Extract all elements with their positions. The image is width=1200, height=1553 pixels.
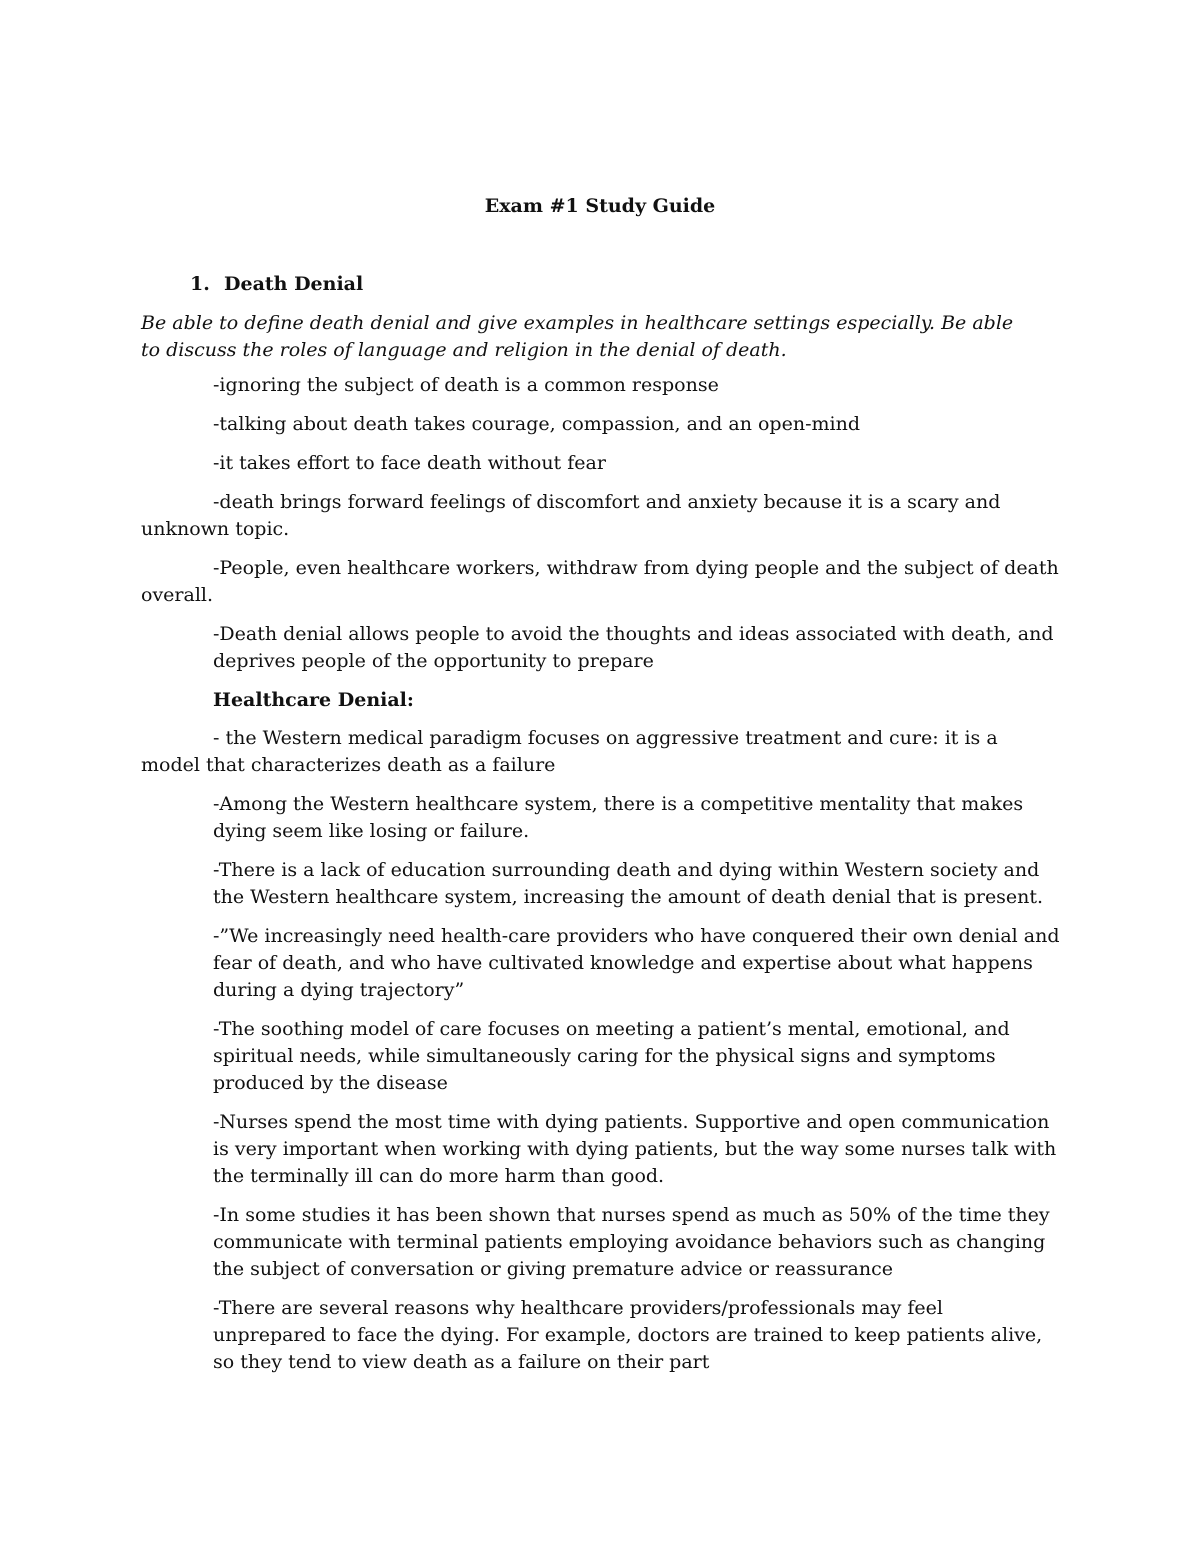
healthcare-note-paragraph: - the Western medical paradigm focuses on aggressive treatment and cure: it is a model that characterizes death as a failure	[141, 727, 998, 776]
note-paragraph: -talking about death takes courage, compassion, and an open-mind	[213, 413, 860, 435]
healthcare-note-paragraph: -In some studies it has been shown that nurses spend as much as 50% of the time they communicate with terminal patients employing avoidance behaviors such as changing the subject of conversation or giving premature advice or reassurance	[213, 1204, 1050, 1280]
note-paragraph: -Death denial allows people to avoid the thoughts and ideas associated with death, and deprives people of the opportunity to prepare	[213, 623, 1054, 672]
page-title: Exam #1 Study Guide	[484, 195, 716, 217]
healthcare-note-paragraph: -There are several reasons why healthcare providers/professionals may feel unprepared to face the dying. For example, doctors are trained to keep patients alive, so they tend to view death as a failure on their part	[213, 1297, 1043, 1373]
healthcare-note-paragraph: -”We increasingly need health-care providers who have conquered their own denial and fear of death, and who have cultivated knowledge and expertise about what happens during a dying trajectory”	[213, 925, 1060, 1001]
subheading-healthcare-denial: Healthcare Denial:	[213, 689, 414, 711]
note-paragraph: -it takes effort to face death without fear	[213, 452, 606, 474]
section-number: 1.	[190, 273, 210, 295]
section-heading	[190, 272, 364, 296]
notes-body	[141, 372, 1061, 1388]
healthcare-note-paragraph: -There is a lack of education surrounding death and dying within Western society and the Western healthcare system, increasing the amount of death denial that is present.	[213, 859, 1044, 908]
healthcare-note-paragraph: -Among the Western healthcare system, there is a competitive mentality that makes dying seem like losing or failure.	[213, 793, 1024, 842]
note-paragraph: -People, even healthcare workers, withdraw from dying people and the subject of death overall.	[141, 557, 1059, 606]
healthcare-note-paragraph: -The soothing model of care focuses on meeting a patient’s mental, emotional, and spiritual needs, while simultaneously caring for the physical signs and symptoms produced by the disease	[213, 1018, 1010, 1094]
note-paragraph: -ignoring the subject of death is a common response	[213, 374, 719, 396]
section-heading-text: Death Denial	[224, 273, 364, 295]
healthcare-note-paragraph: -Nurses spend the most time with dying patients. Supportive and open communication is very important when working with dying patients, but the way some nurses talk with the terminally ill can do more harm than good.	[213, 1111, 1057, 1187]
note-paragraph: -death brings forward feelings of discomfort and anxiety because it is a scary and unknown topic.	[141, 491, 1001, 540]
section-instructions: Be able to define death denial and give examples in healthcare settings especially. Be able to discuss the roles of language and religion in the denial of death.	[141, 312, 1014, 361]
